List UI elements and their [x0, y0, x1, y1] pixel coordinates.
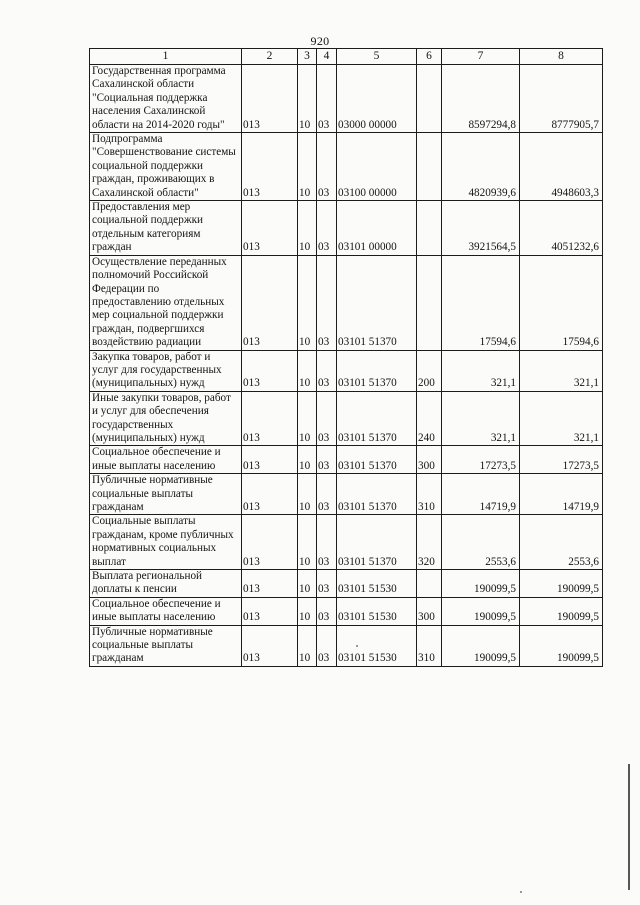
amount-col8-cell: 4051232,6	[520, 201, 603, 256]
amount-col8-cell: 17273,5	[520, 446, 603, 474]
subsection-cell: 03	[317, 474, 337, 515]
target-article-cell: 03000 00000	[337, 65, 417, 133]
subsection-cell: 03	[317, 391, 337, 446]
amount-col8-cell: 8777905,7	[520, 65, 603, 133]
section-cell: 10	[298, 446, 317, 474]
ministry-code-cell: 013	[242, 515, 298, 570]
subsection-cell: 03	[317, 133, 337, 201]
table-row	[90, 597, 603, 625]
table-row	[90, 65, 603, 133]
expense-type-cell	[417, 201, 442, 256]
expense-type-cell: 320	[417, 515, 442, 570]
amount-col7-cell: 14719,9	[442, 474, 520, 515]
ministry-code-cell: 013	[242, 65, 298, 133]
subsection-cell: 03	[317, 570, 337, 598]
section-cell: 10	[298, 255, 317, 350]
subsection-cell: 03	[317, 446, 337, 474]
row-name-cell: Осуществление переданных полномочий Российской Федерации по предоставлению отдельных мер социальной поддержки граждан, подвергшихся воздействию радиации	[90, 255, 242, 350]
column-number-header-row	[90, 49, 603, 65]
table-body	[90, 49, 603, 667]
section-cell: 10	[298, 133, 317, 201]
expense-type-cell: 300	[417, 446, 442, 474]
row-name-cell: Иные закупки товаров, работ и услуг для обеспечения государственных (муниципальных) нужд	[90, 391, 242, 446]
column-header: 1	[90, 49, 242, 65]
amount-col8-cell: 190099,5	[520, 625, 603, 666]
column-header: 2	[242, 49, 298, 65]
target-article-cell: 03101 51530	[337, 570, 417, 598]
subsection-cell: 03	[317, 597, 337, 625]
section-cell: 10	[298, 570, 317, 598]
amount-col7-cell: 8597294,8	[442, 65, 520, 133]
column-header: 8	[520, 49, 603, 65]
subsection-cell: 03	[317, 65, 337, 133]
column-header: 6	[417, 49, 442, 65]
row-name-cell: Предоставления мер социальной поддержки отдельным категориям граждан	[90, 201, 242, 256]
column-header: 5	[337, 49, 417, 65]
ministry-code-cell: 013	[242, 570, 298, 598]
table-row	[90, 391, 603, 446]
table-row	[90, 474, 603, 515]
amount-col7-cell: 3921564,5	[442, 201, 520, 256]
ministry-code-cell: 013	[242, 474, 298, 515]
table-row	[90, 570, 603, 598]
expense-type-cell	[417, 65, 442, 133]
amount-col7-cell: 321,1	[442, 350, 520, 391]
ministry-code-cell: 013	[242, 625, 298, 666]
row-name-cell: Выплата региональной доплаты к пенсии	[90, 570, 242, 598]
ministry-code-cell: 013	[242, 597, 298, 625]
row-name-cell: Закупка товаров, работ и услуг для государственных (муниципальных) нужд	[90, 350, 242, 391]
row-name-cell: Публичные нормативные социальные выплаты гражданам	[90, 474, 242, 515]
scan-edge-line	[628, 764, 630, 890]
expense-type-cell: 300	[417, 597, 442, 625]
target-article-cell: 03101 00000	[337, 201, 417, 256]
subsection-cell: 03	[317, 255, 337, 350]
row-name-cell: Государственная программа Сахалинской области "Социальная поддержка населения Сахалинской области на 2014-2020 годы"	[90, 65, 242, 133]
table-row	[90, 446, 603, 474]
target-article-cell: 03101 51370	[337, 446, 417, 474]
ministry-code-cell: 013	[242, 391, 298, 446]
ministry-code-cell: 013	[242, 446, 298, 474]
amount-col8-cell: 321,1	[520, 350, 603, 391]
subsection-cell: 03	[317, 515, 337, 570]
amount-col7-cell: 4820939,6	[442, 133, 520, 201]
expense-type-cell: 310	[417, 625, 442, 666]
expense-type-cell	[417, 570, 442, 598]
amount-col7-cell: 17273,5	[442, 446, 520, 474]
section-cell: 10	[298, 65, 317, 133]
expense-type-cell: 240	[417, 391, 442, 446]
section-cell: 10	[298, 515, 317, 570]
ministry-code-cell: 013	[242, 133, 298, 201]
section-cell: 10	[298, 201, 317, 256]
table-row	[90, 625, 603, 666]
target-article-cell: 03101 51370	[337, 391, 417, 446]
section-cell: 10	[298, 350, 317, 391]
section-cell: 10	[298, 625, 317, 666]
amount-col7-cell: 2553,6	[442, 515, 520, 570]
target-article-cell: 03101 51530	[337, 625, 417, 666]
amount-col7-cell: 190099,5	[442, 625, 520, 666]
column-header: 7	[442, 49, 520, 65]
budget-table	[89, 48, 603, 667]
column-header: 3	[298, 49, 317, 65]
subsection-cell: 03	[317, 201, 337, 256]
row-name-cell: Социальные выплаты гражданам, кроме публичных нормативных социальных выплат	[90, 515, 242, 570]
amount-col8-cell: 14719,9	[520, 474, 603, 515]
amount-col8-cell: 190099,5	[520, 597, 603, 625]
row-name-cell: Подпрограмма "Совершенствование системы социальной поддержки граждан, проживающих в Сахалинской области"	[90, 133, 242, 201]
table-row	[90, 515, 603, 570]
amount-col8-cell: 2553,6	[520, 515, 603, 570]
table-row	[90, 350, 603, 391]
page-number: 920	[310, 34, 330, 48]
target-article-cell: 03101 51370	[337, 474, 417, 515]
target-article-cell: 03101 51370	[337, 255, 417, 350]
amount-col8-cell: 190099,5	[520, 570, 603, 598]
amount-col7-cell: 190099,5	[442, 597, 520, 625]
section-cell: 10	[298, 597, 317, 625]
ministry-code-cell: 013	[242, 350, 298, 391]
column-header: 4	[317, 49, 337, 65]
target-article-cell: 03101 51370	[337, 350, 417, 391]
scan-speck	[520, 891, 522, 893]
amount-col8-cell: 17594,6	[520, 255, 603, 350]
table-row	[90, 133, 603, 201]
amount-col7-cell: 17594,6	[442, 255, 520, 350]
target-article-cell: 03101 51530	[337, 597, 417, 625]
scan-speck	[356, 645, 358, 647]
amount-col7-cell: 190099,5	[442, 570, 520, 598]
target-article-cell: 03100 00000	[337, 133, 417, 201]
amount-col7-cell: 321,1	[442, 391, 520, 446]
ministry-code-cell: 013	[242, 201, 298, 256]
ministry-code-cell: 013	[242, 255, 298, 350]
subsection-cell: 03	[317, 625, 337, 666]
section-cell: 10	[298, 474, 317, 515]
amount-col8-cell: 4948603,3	[520, 133, 603, 201]
row-name-cell: Социальное обеспечение и иные выплаты населению	[90, 446, 242, 474]
row-name-cell: Публичные нормативные социальные выплаты гражданам	[90, 625, 242, 666]
amount-col8-cell: 321,1	[520, 391, 603, 446]
subsection-cell: 03	[317, 350, 337, 391]
expense-type-cell	[417, 255, 442, 350]
section-cell: 10	[298, 391, 317, 446]
row-name-cell: Социальное обеспечение и иные выплаты населению	[90, 597, 242, 625]
table-row	[90, 255, 603, 350]
expense-type-cell: 200	[417, 350, 442, 391]
expense-type-cell	[417, 133, 442, 201]
table-row	[90, 201, 603, 256]
expense-type-cell: 310	[417, 474, 442, 515]
target-article-cell: 03101 51370	[337, 515, 417, 570]
